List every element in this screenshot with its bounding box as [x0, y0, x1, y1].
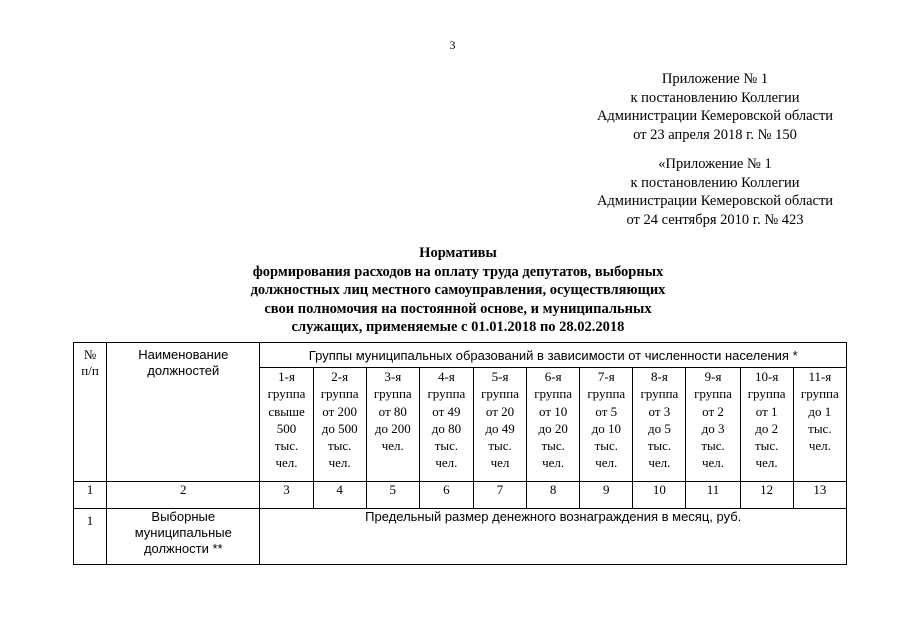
- group-line: до 1: [808, 403, 832, 419]
- title-line: должностных лиц местного самоуправления, осуществляющих: [250, 282, 666, 298]
- group-line: от 80: [378, 403, 407, 419]
- group-line: тыс.: [434, 438, 459, 454]
- group-line: 7-я: [597, 369, 615, 384]
- group-line: от 3: [648, 403, 671, 419]
- column-number-cell: 5: [366, 482, 419, 509]
- title-line: служащих, применяемые с 01.01.2018 по 28.02.2018: [291, 319, 625, 335]
- group-line: от 49: [432, 403, 461, 419]
- group-line: 4-я: [438, 369, 455, 384]
- appendix-line: к постановлению Коллегии: [630, 89, 800, 106]
- group-line: до 5: [647, 420, 671, 436]
- column-number-cell: 6: [419, 482, 473, 509]
- column-number-cell: 1: [74, 482, 107, 509]
- header-number-line: №: [83, 347, 97, 362]
- title-line: Нормативы: [419, 245, 497, 261]
- group-line: до 500: [321, 420, 358, 436]
- group-line: до 20: [538, 420, 568, 436]
- group-line: чел.: [755, 455, 778, 471]
- group-line: 1-я: [278, 369, 295, 384]
- group-line: тыс.: [754, 438, 779, 454]
- group-line: до 10: [591, 420, 621, 436]
- group-line: чел.: [381, 438, 404, 454]
- group-line: чел.: [595, 455, 618, 471]
- appendix-line: Администрации Кемеровской области: [596, 193, 834, 209]
- group-line: группа: [800, 386, 839, 402]
- group-line: 500: [276, 420, 297, 436]
- group-line: группа: [481, 386, 519, 402]
- group-5-cell: [473, 368, 526, 482]
- column-number-cell: 8: [527, 482, 580, 509]
- document-title: [150, 244, 766, 337]
- group-line: тыс.: [488, 438, 512, 454]
- group-line: от 2: [702, 403, 724, 419]
- column-number-cell: 3: [260, 482, 313, 509]
- appendix-block-1: [560, 70, 870, 144]
- remuneration-limit-cell: Предельный размер денежного вознаграждения в месяц, руб.: [260, 509, 847, 565]
- group-line: от 20: [485, 403, 515, 419]
- position-name-cell: [107, 509, 260, 565]
- appendix-line: «Приложение № 1: [658, 156, 772, 172]
- group-2-cell: [313, 368, 366, 482]
- group-4-cell: [419, 368, 473, 482]
- header-name-line: должностей: [147, 363, 220, 378]
- header-name-cell: [107, 343, 260, 482]
- group-line: 3-я: [384, 369, 402, 384]
- group-line: группа: [267, 386, 306, 402]
- column-number-cell: 13: [793, 482, 846, 509]
- group-line: чел.: [542, 455, 565, 471]
- row-number-cell: 1: [74, 509, 107, 565]
- group-line: до 3: [701, 420, 725, 436]
- group-line: группа: [427, 386, 466, 402]
- column-number-cell: 10: [633, 482, 686, 509]
- group-line: до 80: [431, 420, 462, 436]
- group-line: чел.: [808, 438, 831, 454]
- column-number-cell: 7: [473, 482, 526, 509]
- header-number-line: п/п: [81, 363, 99, 378]
- group-line: тыс.: [647, 438, 672, 454]
- group-line: группа: [587, 386, 626, 402]
- group-line: от 1: [755, 403, 778, 419]
- header-groups-cell: Группы муниципальных образований в зависимости от численности населения *: [260, 343, 847, 368]
- group-line: тыс.: [594, 438, 618, 454]
- group-line: тыс.: [701, 438, 725, 454]
- group-6-cell: [527, 368, 580, 482]
- group-line: тыс.: [274, 438, 299, 454]
- group-line: 10-я: [755, 369, 779, 384]
- group-10-cell: [740, 368, 793, 482]
- column-number-cell: 2: [107, 482, 260, 509]
- group-line: 5-я: [491, 369, 509, 384]
- page-number: 3: [449, 38, 456, 52]
- header-name-line: Наименование: [138, 347, 229, 362]
- group-line: до 49: [485, 420, 515, 436]
- group-line: группа: [320, 386, 359, 402]
- appendix-line: от 23 апреля 2018 г. № 150: [633, 126, 797, 143]
- title-line: свои полномочия на постоянной основе, и муниципальных: [264, 300, 652, 317]
- group-line: группа: [640, 386, 679, 402]
- column-number-cell: 9: [580, 482, 633, 509]
- column-number-cell: 11: [686, 482, 740, 509]
- group-line: 9-я: [704, 369, 722, 384]
- group-line: чел.: [275, 455, 298, 471]
- group-line: 2-я: [331, 369, 349, 384]
- position-name-line: должности **: [143, 541, 223, 556]
- position-name-line: Выборные: [151, 509, 216, 524]
- appendix-line: Приложение № 1: [661, 71, 769, 87]
- group-line: тыс.: [808, 420, 832, 436]
- group-line: 8-я: [651, 369, 668, 384]
- group-line: чел: [490, 455, 510, 471]
- group-line: от 10: [539, 403, 568, 419]
- group-8-cell: [633, 368, 686, 482]
- appendix-line: к постановлению Коллегии: [630, 174, 800, 191]
- position-name-line: муниципальные: [134, 525, 232, 540]
- group-line: группа: [373, 386, 412, 402]
- group-line: группа: [694, 386, 732, 402]
- group-line: 11-я: [808, 369, 832, 384]
- group-line: группа: [747, 386, 786, 402]
- group-line: чел.: [702, 455, 725, 471]
- group-line: чел.: [435, 455, 458, 471]
- group-line: группа: [534, 386, 573, 402]
- group-line: тыс.: [327, 438, 352, 454]
- group-line: чел.: [328, 455, 351, 471]
- column-number-cell: 4: [313, 482, 366, 509]
- appendix-line: Администрации Кемеровской области: [596, 108, 834, 124]
- table-row: [74, 509, 847, 565]
- group-line: чел.: [648, 455, 671, 471]
- column-number-cell: 12: [740, 482, 793, 509]
- group-line: от 200: [322, 403, 358, 419]
- group-11-cell: [793, 368, 846, 482]
- group-line: до 2: [755, 420, 779, 436]
- title-line: формирования расходов на оплату труда депутатов, выборных: [252, 263, 664, 280]
- header-number-cell: [74, 343, 107, 482]
- group-line: до 200: [374, 420, 411, 436]
- group-line: 6-я: [544, 369, 562, 384]
- group-3-cell: [366, 368, 419, 482]
- group-9-cell: [686, 368, 740, 482]
- group-line: от 5: [595, 403, 618, 419]
- group-line: тыс.: [541, 438, 565, 454]
- column-numbers-row: [74, 482, 847, 509]
- appendix-block-2: [560, 155, 870, 229]
- norms-table: [73, 342, 847, 565]
- appendix-line: от 24 сентября 2010 г. № 423: [626, 211, 804, 228]
- group-line: свыше: [268, 403, 305, 419]
- group-7-cell: [580, 368, 633, 482]
- group-1-cell: [260, 368, 313, 482]
